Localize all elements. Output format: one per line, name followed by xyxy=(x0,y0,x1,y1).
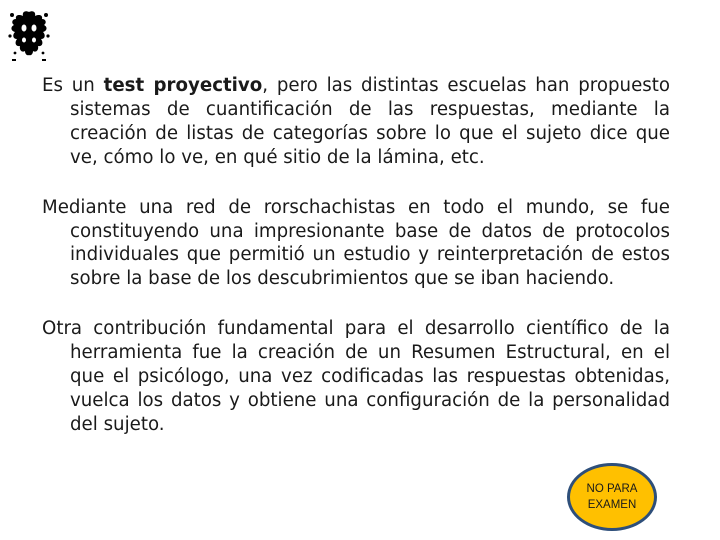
paragraph-1-bold: test proyectivo xyxy=(103,75,263,96)
paragraph-1-rest: , pero las distintas escuelas han propuesto sistemas de cuantificación de las respuestas, mediante la creación de listas de categorías sobre lo que el sujeto dice que ve, cómo lo ve, en qué sitio de la lámina, etc. xyxy=(70,75,670,168)
badge-line-1: NO PARA xyxy=(586,483,638,495)
no-para-examen-badge xyxy=(567,463,657,531)
badge-line-2: EXAMEN xyxy=(587,499,637,511)
paragraph-1 xyxy=(42,74,670,170)
inkblot-icon xyxy=(6,6,52,64)
body-text xyxy=(42,74,670,463)
paragraph-2: Mediante una red de rorschachistas en todo el mundo, se fue constituyendo una impresionante base de datos de protocolos individuales que permitió un estudio y reinterpretación de estos sobre la base de los descubrimientos que se iban haciendo. xyxy=(42,196,670,290)
paragraph-3: Otra contribución fundamental para el desarrollo científico de la herramienta fue la creación de un Resumen Estructural, en el que el psicólogo, una vez codificadas las respuestas obtenidas, vuelca los datos y obtiene una configuración de la personalidad del sujeto. xyxy=(42,318,670,435)
paragraph-1-prefix: Es un xyxy=(42,75,104,96)
